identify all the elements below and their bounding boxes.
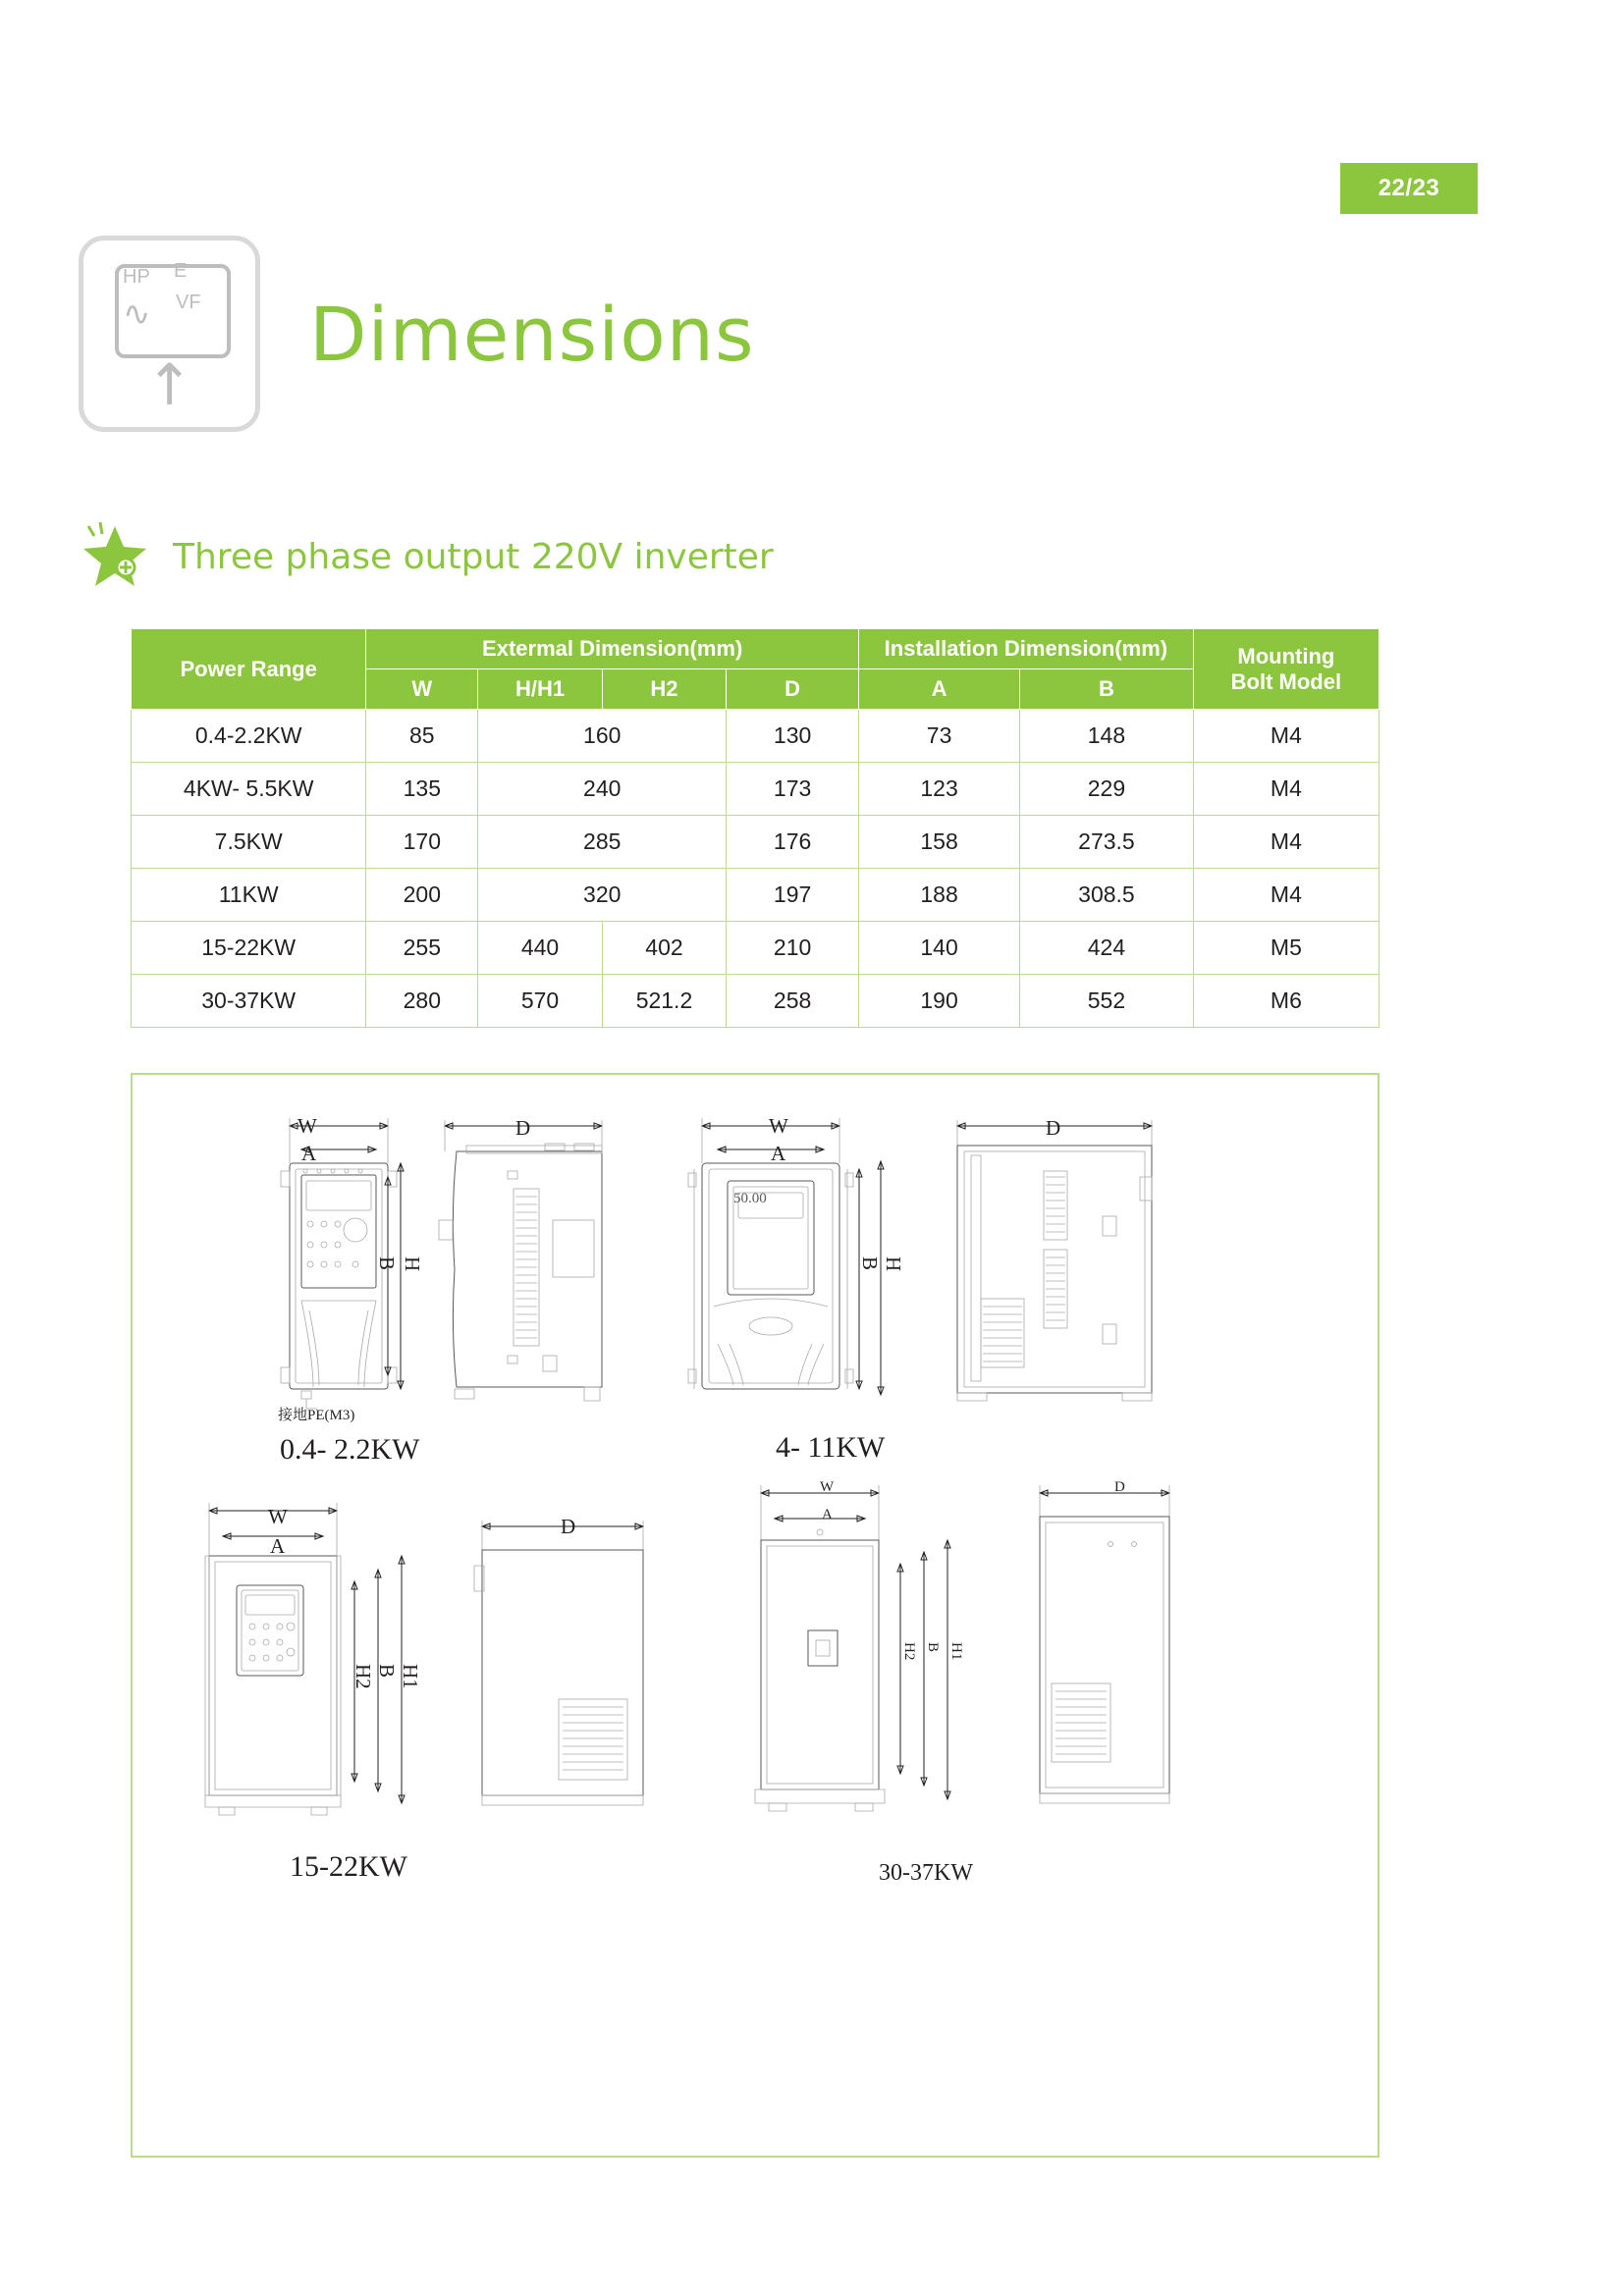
up-arrow-icon: ↑ bbox=[145, 351, 193, 418]
table-row bbox=[132, 763, 1380, 816]
cell-w: 85 bbox=[366, 710, 478, 763]
page-header bbox=[79, 236, 755, 432]
th-mounting-line2: Bolt Model bbox=[1230, 668, 1342, 694]
label-d-d1: D bbox=[515, 1116, 531, 1140]
cell-power: 0.4-2.2KW bbox=[132, 710, 366, 763]
caption-drawing-2: 4- 11KW bbox=[776, 1431, 886, 1464]
cell-bolt: M4 bbox=[1193, 869, 1379, 922]
cell-h: 570 bbox=[478, 975, 602, 1028]
cell-d: 210 bbox=[727, 922, 859, 975]
cell-bolt: M5 bbox=[1193, 922, 1379, 975]
caption-drawing-3: 15-22KW bbox=[290, 1850, 407, 1883]
cell-a: 123 bbox=[859, 763, 1020, 816]
label-b-d4: B bbox=[925, 1642, 941, 1653]
drawing-15-22kw-side bbox=[457, 1507, 673, 1836]
inverter-icon bbox=[79, 236, 260, 432]
cell-bolt: M4 bbox=[1193, 763, 1379, 816]
label-w-d2: W bbox=[769, 1114, 788, 1138]
label-h-d1: H bbox=[401, 1256, 424, 1272]
icon-label-e: E bbox=[174, 260, 188, 282]
label-d-d4: D bbox=[1114, 1479, 1125, 1495]
cell-power: 30-37KW bbox=[132, 975, 366, 1028]
cell-w: 135 bbox=[366, 763, 478, 816]
th-installation-dimension: Installation Dimension(mm) bbox=[859, 629, 1194, 669]
cell-d: 173 bbox=[727, 763, 859, 816]
drawing-04-22kw-side bbox=[427, 1112, 623, 1441]
table-header-row-1 bbox=[132, 629, 1380, 669]
cell-h2: 521.2 bbox=[602, 975, 726, 1028]
cell-b: 308.5 bbox=[1020, 869, 1194, 922]
cell-d: 130 bbox=[727, 710, 859, 763]
page-title: Dimensions bbox=[309, 290, 755, 378]
label-h1-d3: H1 bbox=[399, 1664, 422, 1689]
table-row bbox=[132, 869, 1380, 922]
th-h2: H2 bbox=[602, 669, 726, 710]
cell-a: 190 bbox=[859, 975, 1020, 1028]
cell-h: 160 bbox=[478, 710, 727, 763]
th-b: B bbox=[1020, 669, 1194, 710]
label-h2-d4: H2 bbox=[901, 1642, 917, 1661]
cell-bolt: M4 bbox=[1193, 816, 1379, 869]
cell-d: 197 bbox=[727, 869, 859, 922]
cell-w: 255 bbox=[366, 922, 478, 975]
icon-label-vf: VF bbox=[176, 292, 201, 313]
cell-b: 273.5 bbox=[1020, 816, 1194, 869]
cell-w: 200 bbox=[366, 869, 478, 922]
label-w-d4: W bbox=[820, 1479, 835, 1495]
cell-h: 285 bbox=[478, 816, 727, 869]
cell-a: 73 bbox=[859, 710, 1020, 763]
label-h1-d4: H1 bbox=[948, 1642, 964, 1661]
caption-drawing-1: 0.4- 2.2KW bbox=[280, 1433, 420, 1466]
cell-a: 140 bbox=[859, 922, 1020, 975]
label-b-d3: B bbox=[375, 1664, 399, 1679]
cell-d: 176 bbox=[727, 816, 859, 869]
cell-b: 148 bbox=[1020, 710, 1194, 763]
cell-h: 320 bbox=[478, 869, 727, 922]
label-d-d3: D bbox=[561, 1515, 576, 1538]
label-a-d2: A bbox=[771, 1142, 786, 1165]
th-power-range: Power Range bbox=[132, 629, 366, 710]
cell-h2: 402 bbox=[602, 922, 726, 975]
cell-h: 240 bbox=[478, 763, 727, 816]
th-h-h1: H/H1 bbox=[478, 669, 602, 710]
icon-label-hp: HP bbox=[123, 266, 150, 288]
label-a-d1: A bbox=[301, 1142, 317, 1165]
cell-h: 440 bbox=[478, 922, 602, 975]
cell-bolt: M4 bbox=[1193, 710, 1379, 763]
cell-a: 158 bbox=[859, 816, 1020, 869]
label-h-d2: H bbox=[882, 1256, 905, 1272]
page-number-current: 22 bbox=[1378, 175, 1406, 201]
cell-a: 188 bbox=[859, 869, 1020, 922]
drawing-4-11kw-side bbox=[938, 1112, 1183, 1441]
cell-d: 258 bbox=[727, 975, 859, 1028]
cell-b: 424 bbox=[1020, 922, 1194, 975]
table-row bbox=[132, 975, 1380, 1028]
drawing-30-37kw-front bbox=[731, 1473, 1046, 1842]
label-h2-d3: H2 bbox=[352, 1664, 375, 1689]
label-b-d2: B bbox=[858, 1256, 882, 1271]
label-a-d4: A bbox=[822, 1507, 833, 1522]
cell-power: 4KW- 5.5KW bbox=[132, 763, 366, 816]
th-d: D bbox=[727, 669, 859, 710]
label-w-d1: W bbox=[298, 1114, 317, 1138]
waveform-icon: ∿ bbox=[123, 294, 151, 334]
th-a: A bbox=[859, 669, 1020, 710]
label-pe-d1: 接地PE(M3) bbox=[278, 1408, 355, 1423]
cell-power: 15-22KW bbox=[132, 922, 366, 975]
th-mounting-line1: Mounting bbox=[1237, 643, 1335, 668]
display-value-d2: 50.00 bbox=[733, 1191, 767, 1206]
cell-bolt: M6 bbox=[1193, 975, 1379, 1028]
label-w-d3: W bbox=[268, 1505, 288, 1528]
star-icon bbox=[79, 520, 151, 593]
th-w: W bbox=[366, 669, 478, 710]
label-a-d3: A bbox=[270, 1534, 286, 1558]
drawing-30-37kw-side bbox=[1016, 1473, 1213, 1842]
th-external-dimension: Extermal Dimension(mm) bbox=[366, 629, 859, 669]
table-body bbox=[132, 710, 1380, 1028]
table-row bbox=[132, 922, 1380, 975]
page-number-total: 23 bbox=[1412, 175, 1440, 201]
drawings-panel bbox=[131, 1073, 1380, 2158]
cell-power: 11KW bbox=[132, 869, 366, 922]
section-title: Three phase output 220V inverter bbox=[173, 536, 774, 577]
table-row bbox=[132, 710, 1380, 763]
cell-w: 280 bbox=[366, 975, 478, 1028]
table-row bbox=[132, 816, 1380, 869]
cell-power: 7.5KW bbox=[132, 816, 366, 869]
cell-b: 229 bbox=[1020, 763, 1194, 816]
page-number-badge bbox=[1340, 163, 1478, 214]
caption-drawing-4: 30-37KW bbox=[879, 1860, 973, 1886]
section-heading bbox=[79, 520, 774, 593]
dimensions-table bbox=[131, 628, 1380, 1028]
page-number-separator: / bbox=[1405, 175, 1413, 201]
cell-w: 170 bbox=[366, 816, 478, 869]
label-b-d1: B bbox=[375, 1256, 399, 1271]
cell-b: 552 bbox=[1020, 975, 1194, 1028]
label-d-d2: D bbox=[1046, 1116, 1061, 1140]
